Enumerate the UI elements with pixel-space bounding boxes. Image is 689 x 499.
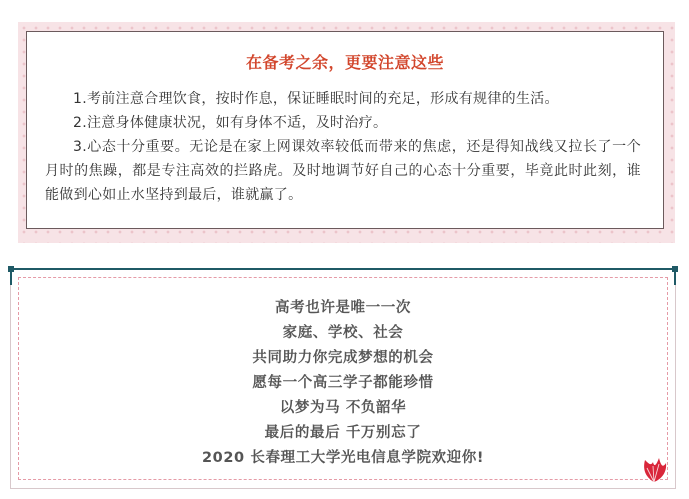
closing-line: 高考也许是唯一一次 <box>275 300 411 316</box>
closing-line: 家庭、学校、社会 <box>282 325 404 341</box>
closing-line: 愿每一个高三学子都能珍惜 <box>252 375 434 391</box>
top-border-accent <box>11 268 675 270</box>
closing-message <box>19 296 667 471</box>
closing-line: 以梦为马 不负韶华 <box>279 400 407 416</box>
red-leaf-icon <box>639 454 669 484</box>
closing-card <box>10 268 676 489</box>
tip-item-health: 2.注意身体健康状况，如有身体不适，及时治疗。 <box>73 115 388 131</box>
tips-card <box>26 31 664 229</box>
tips-list <box>27 87 663 207</box>
corner-square-top-right <box>672 266 678 272</box>
closing-line: 共同助力你完成梦想的机会 <box>252 350 434 366</box>
tips-frame <box>18 22 675 243</box>
corner-square-top-left <box>8 266 14 272</box>
tip-item-diet: 1.考前注意合理饮食，按时作息，保证睡眠时间的充足，形成有规律的生活。 <box>73 91 559 107</box>
tip-item-mindset: 3.心态十分重要。无论是在家上网课效率较低而带来的焦虑，还是得知战线又拉长了一个月时的焦躁，都是专注高效的拦路虎。及时地调节好自己的心态十分重要，毕竟此时此刻，谁能做到心如止水坚持到最后，谁就赢了。 <box>45 139 641 203</box>
tips-title: 在备考之余，更要注意这些 <box>245 53 444 72</box>
closing-inner-frame <box>18 277 668 480</box>
closing-line-welcome: 2020 长春理工大学光电信息学院欢迎你! <box>201 450 485 466</box>
closing-line: 最后的最后 千万别忘了 <box>264 425 422 441</box>
